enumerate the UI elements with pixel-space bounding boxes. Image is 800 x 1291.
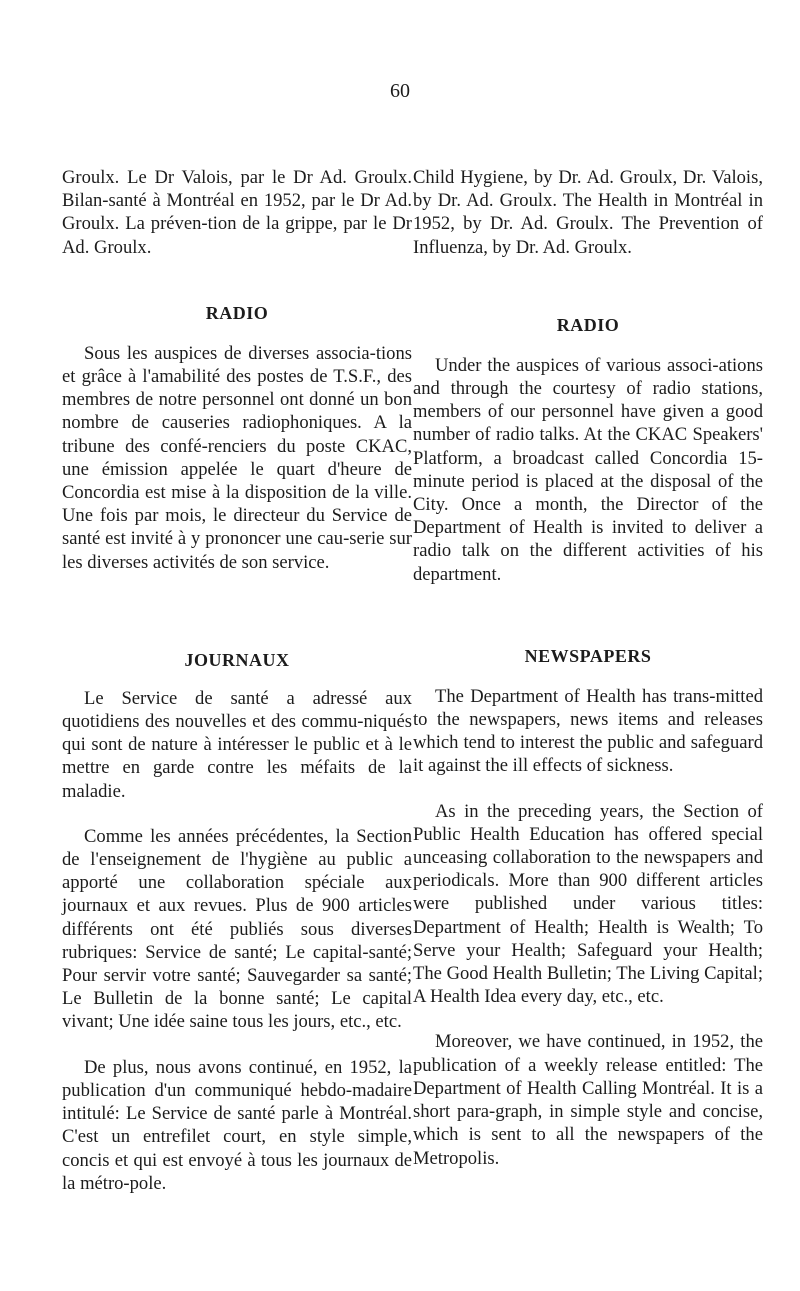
newspapers-paragraph-3: Moreover, we have continued, in 1952, the publication of a weekly release entitled: The Department of Health Calling Montréal. It is a short para-graph, in simple style and concise, which is sent to all the newspapers of the Metropolis.	[413, 1031, 763, 1169]
newspapers-heading: NEWSPAPERS	[524, 645, 652, 666]
radio-heading-fr: RADIO	[205, 302, 269, 323]
journaux-heading: JOURNAUX	[184, 649, 290, 670]
journaux-paragraph-2: Comme les années précédentes, la Section de l'enseignement de l'hygiène au public a apporté une collaboration spéciale aux journaux et aux revues. Plus de 900 articles différents ont été publiés sous diverses rubriques: Service de santé; Le capital-santé; Pour servir votre santé; Sauvegarder sa santé; Le Bulletin de la bonne santé; Le capital vivant; Une idée saine tous les jours, etc., etc.	[62, 825, 412, 1033]
page-number: 60	[390, 80, 410, 102]
intro-paragraph-fr: Groulx. Le Dr Valois, par le Dr Ad. Groulx. Bilan-santé à Montréal en 1952, par le Dr Ad. Groulx. La préven-tion de la grippe, par le Dr Ad. Groulx.	[62, 167, 412, 258]
newspapers-paragraph-2: As in the preceding years, the Section of Public Health Education has offered special unceasing collaboration to the newspapers and periodicals. More than 900 different articles were published under various titles: Department of Health; Health is Wealth; To Serve your Health; Safeguard your Health; The Good Health Bulletin; The Living Capital; A Health Idea every day, etc., etc.	[413, 800, 763, 1008]
french-column	[62, 166, 412, 1195]
journaux-paragraph-1: Le Service de santé a adressé aux quotidiens des nouvelles et des commu-niqués qui sont de nature à intéresser le public et à le mettre en garde contre les méfaits de la maladie.	[62, 687, 412, 802]
journaux-paragraph-3: De plus, nous avons continué, en 1952, la publication d'un communiqué hebdo-madaire intitulé: Le Service de santé parle à Montréal. C'est un entrefilet court, en style simple, concis et qui est envoyé à tous les journaux de la métro-pole.	[62, 1056, 412, 1194]
english-column	[413, 166, 763, 1170]
radio-heading-en: RADIO	[556, 314, 620, 335]
radio-paragraph-en: Under the auspices of various associ-ations and through the courtesy of radio stations, members of our personnel have given a good number of radio talks. At the CKAC Speakers' Platform, a broadcast called Concordia 15-minute period is placed at the disposal of the City. Once a month, the Director of the Department of Health is invited to deliver a radio talk on the different activities of his department.	[413, 354, 763, 585]
radio-paragraph-fr: Sous les auspices de diverses associa-tions et grâce à l'amabilité des postes de T.S.F., des membres de notre personnel ont donné un bon nombre de causeries radiophoniques. A la tribune des confé-renciers du poste CKAC, une émission appelée le quart d'heure de Concordia est mise à la disposition de la ville. Une fois par mois, le directeur du Service de santé est invité à y prononcer une cau-serie sur les diverses activités de son service.	[62, 342, 412, 573]
newspapers-paragraph-1: The Department of Health has trans-mitted to the newspapers, news items and releases which tend to interest the public and safeguard it against the ill effects of sickness.	[413, 685, 763, 777]
intro-paragraph-en: Child Hygiene, by Dr. Ad. Groulx, Dr. Valois, by Dr. Ad. Groulx. The Health in Montréal in 1952, by Dr. Ad. Groulx. The Prevention of Influenza, by Dr. Ad. Groulx.	[413, 167, 763, 258]
